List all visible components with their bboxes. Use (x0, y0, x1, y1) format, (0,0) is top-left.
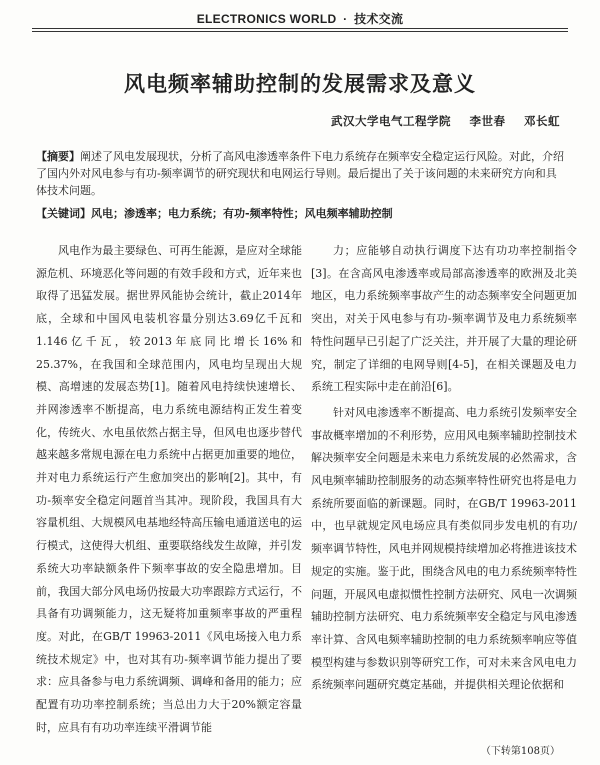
article-title: 风电频率辅助控制的发展需求及意义 (124, 71, 476, 96)
body-paragraph: 风电作为最主要绿色、可再生能源，是应对全球能源危机、环境恶化等问题的有效手段和方式，近年来也取得了迅猛发展。据世界风能协会统计，截止2014年底，全球和中国风电装机容量分别达3.69亿千瓦和1.146亿千瓦，较2013年底同比增长16%和25.37%，在我国和全球范围内，风电均呈现出大规模、高增速的发展态势[1]。随着风电持续快速增长、并网渗透率不断提高，电力系统电源结构正发生着变化，传统火、水电虽依然占据主导，但风电也逐步替代越来越多常规电源在电力系统中占据更加重要的地位，并对电力系统运行产生愈加突出的影响[2]。其中，有功-频率安全稳定问题首当其冲。现阶段，我国具有大容量机组、大规模风电基地经特高压输电通道送电的运行模式，这使得大机组、重要联络线发生故障，并引发系统大功率缺额条件下频率事故的安全隐患增加。目前，我国大部分风电场仍按最大功率跟踪方式运行，不具备有功调频能力，这无疑将加重频率事故的严重程度。对此，在GB/T 19963-2011《风电场接入电力系统技术规定》中，也对其有功-频率调节能力提出了要求：应具备参与电力系统调频、调峰和备用的能力；应配置有功功率控制系统；当总出力大于20%额定容量时，应具有有功功率连续平滑调节能 (36, 244, 302, 734)
author-1: 李世春 (469, 114, 506, 128)
continued-note: （下转第108页） (480, 746, 560, 757)
keywords (36, 205, 564, 222)
keywords-label: 【关键词】 (36, 207, 91, 220)
body-left-column (36, 240, 302, 739)
body-right-column (311, 240, 577, 697)
abstract-label: 【摘要】 (36, 150, 80, 163)
affiliation (317, 113, 560, 129)
journal-name: ELECTRONICS WORLD (196, 12, 337, 26)
journal-header (0, 10, 600, 27)
body-paragraph: 力；应能够自动执行调度下达有功功率控制指令[3]。在含高风电渗透率或局部高渗透率的欧洲及北美地区，电力系统频率事故产生的动态频率安全问题更加突出，对关于风电参与有功-频率调节及电力系统频率特性问题早已引起了广泛关注，并开展了大量的理论研究，制定了详细的电网导则[4-5]，在相关课题及电力系统工程实际中走在前沿[6]。 (311, 244, 577, 394)
author-2: 邓长虹 (524, 114, 560, 128)
institution: 武汉大学电气工程学院 (330, 114, 451, 128)
header-separator: · (343, 12, 348, 26)
body-paragraph: 针对风电渗透率不断提高、电力系统引发频率安全事故概率增加的不利形势，应用风电频率辅助控制技术解决频率安全问题是未来电力系统发展的必然需求，含风电频率辅助控制服务的动态频率特性研究也将是电力系统所要面临的新课题。同时，在GB/T 19963-2011中，也早就规定风电场应具有类似同步发电机的有功/频率调节特性，风电并网规模持续增加必将推进该技术规定的实施。鉴于此，围绕含风电的电力系统频率特性问题，开展风电虚拟惯性控制方法研究、风电一次调频辅助控制方法研究、电力系统频率安全稳定与风电渗透率计算、含风电频率辅助控制的电力系统频率响应等值模型构建与参数识别等研究工作，可对未来含风电电力系统频率问题研究奠定基础，并提供相关理论依据和 (311, 405, 577, 692)
abstract-text: 阐述了风电发展现状，分析了高风电渗透率条件下电力系统存在频率安全稳定运行风险。对此，介绍了国内外对风电参与有功-频率调节的研究现状和电网运行导则。最后提出了关于该问题的未来研究方向和具体技术问题。 (36, 150, 564, 197)
section-name: 技术交流 (354, 12, 404, 26)
header-rule-thin (32, 31, 568, 32)
abstract (36, 148, 564, 199)
keywords-text: 风电；渗透率；电力系统；有功-频率特性；风电频率辅助控制 (91, 207, 393, 220)
header-rule (32, 28, 568, 29)
